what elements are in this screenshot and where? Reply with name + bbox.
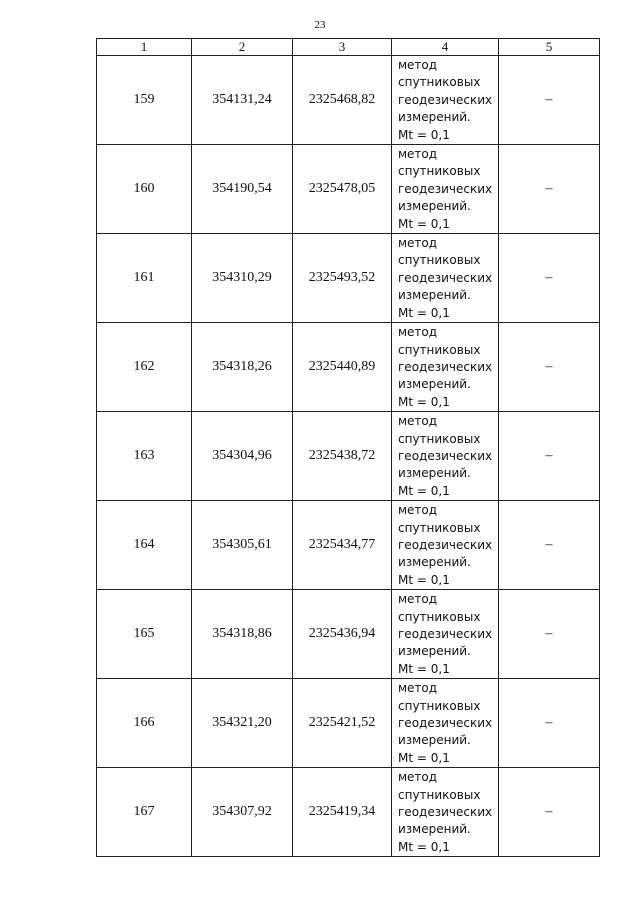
table-row (97, 501, 600, 590)
method-line: геодезических (398, 270, 493, 285)
method-cell (392, 56, 499, 145)
note-cell: – (499, 412, 600, 501)
point-number-cell: 161 (97, 234, 192, 323)
header-col-5: 5 (499, 39, 600, 56)
method-line: метод (398, 236, 438, 251)
method-line: метод (398, 681, 438, 696)
method-line: Mt = 0,1 (398, 216, 450, 231)
method-line: измерений. (398, 822, 471, 837)
table-row (97, 590, 600, 679)
method-line: геодезических (398, 537, 493, 552)
method-line: измерений. (398, 377, 471, 392)
method-line: метод (398, 592, 438, 607)
x-coordinate-cell: 354310,29 (192, 234, 293, 323)
method-line: метод (398, 770, 438, 785)
method-line: метод (398, 58, 438, 72)
method-line: Mt = 0,1 (398, 661, 450, 676)
point-number-cell: 160 (97, 145, 192, 234)
y-coordinate-cell: 2325434,77 (293, 501, 392, 590)
method-line: метод (398, 325, 438, 340)
note-cell: – (499, 501, 600, 590)
note-cell: – (499, 323, 600, 412)
method-line: геодезических (398, 92, 493, 107)
x-coordinate-cell: 354318,86 (192, 590, 293, 679)
method-line: измерений. (398, 466, 471, 481)
table-row (97, 234, 600, 323)
method-line: геодезических (398, 627, 493, 641)
method-line: спутниковых (398, 164, 481, 179)
note-cell: – (499, 56, 600, 145)
y-coordinate-cell: 2325438,72 (293, 412, 392, 501)
header-col-1: 1 (97, 39, 192, 56)
method-line: измерений. (398, 644, 471, 659)
method-cell (392, 590, 499, 679)
header-col-3: 3 (293, 39, 392, 56)
table-row (97, 412, 600, 501)
method-line: геодезических (398, 448, 493, 463)
x-coordinate-cell: 354305,61 (192, 501, 293, 590)
method-cell (392, 234, 499, 323)
method-line: спутниковых (398, 253, 481, 268)
y-coordinate-cell: 2325468,82 (293, 56, 392, 145)
method-line: спутниковых (398, 698, 481, 713)
note-cell: – (499, 679, 600, 768)
method-line: Mt = 0,1 (398, 305, 450, 320)
method-line: спутниковых (398, 75, 481, 90)
header-col-4: 4 (392, 39, 499, 56)
y-coordinate-cell: 2325440,89 (293, 323, 392, 412)
table-row (97, 768, 600, 857)
method-line: метод (398, 503, 438, 518)
method-line: Mt = 0,1 (398, 394, 450, 409)
point-number-cell: 165 (97, 590, 192, 679)
method-line: Mt = 0,1 (398, 483, 450, 498)
method-line: измерений. (398, 110, 471, 125)
method-line: спутниковых (398, 520, 481, 535)
method-line: геодезических (398, 805, 493, 820)
x-coordinate-cell: 354131,24 (192, 56, 293, 145)
method-line: спутниковых (398, 787, 481, 802)
note-cell: – (499, 145, 600, 234)
x-coordinate-cell: 354321,20 (192, 679, 293, 768)
x-coordinate-cell: 354318,26 (192, 323, 293, 412)
method-line: Mt = 0,1 (398, 572, 450, 587)
method-line: Mt = 0,1 (398, 839, 450, 854)
page-number: 23 (314, 19, 326, 31)
y-coordinate-cell: 2325436,94 (293, 590, 392, 679)
point-number-cell: 167 (97, 768, 192, 857)
y-coordinate-cell: 2325419,34 (293, 768, 392, 857)
point-number-cell: 159 (97, 56, 192, 145)
x-coordinate-cell: 354304,96 (192, 412, 293, 501)
method-line: спутниковых (398, 609, 481, 624)
method-cell (392, 768, 499, 857)
table-row (97, 56, 600, 145)
table-body (97, 56, 600, 857)
y-coordinate-cell: 2325493,52 (293, 234, 392, 323)
table-row (97, 679, 600, 768)
table-row (97, 145, 600, 234)
method-line: метод (398, 147, 438, 162)
method-line: спутниковых (398, 431, 481, 446)
x-coordinate-cell: 354190,54 (192, 145, 293, 234)
method-cell (392, 501, 499, 590)
coordinates-table (96, 38, 600, 857)
method-line: Mt = 0,1 (398, 750, 450, 765)
point-number-cell: 163 (97, 412, 192, 501)
method-line: измерений. (398, 199, 471, 214)
method-line: спутниковых (398, 342, 481, 357)
note-cell: – (499, 768, 600, 857)
point-number-cell: 166 (97, 679, 192, 768)
method-line: геодезических (398, 359, 493, 374)
table-header-row (97, 39, 600, 56)
note-cell: – (499, 590, 600, 679)
point-number-cell: 164 (97, 501, 192, 590)
method-cell (392, 679, 499, 768)
method-cell (392, 323, 499, 412)
method-line: Mt = 0,1 (398, 127, 450, 142)
y-coordinate-cell: 2325421,52 (293, 679, 392, 768)
method-line: измерений. (398, 733, 471, 748)
y-coordinate-cell: 2325478,05 (293, 145, 392, 234)
method-cell (392, 412, 499, 501)
method-cell (392, 145, 499, 234)
method-line: метод (398, 414, 438, 429)
point-number-cell: 162 (97, 323, 192, 412)
note-cell: – (499, 234, 600, 323)
method-line: геодезических (398, 181, 493, 196)
method-line: геодезических (398, 716, 493, 731)
method-line: измерений. (398, 288, 471, 303)
x-coordinate-cell: 354307,92 (192, 768, 293, 857)
header-col-2: 2 (192, 39, 293, 56)
table-row (97, 323, 600, 412)
method-line: измерений. (398, 555, 471, 570)
